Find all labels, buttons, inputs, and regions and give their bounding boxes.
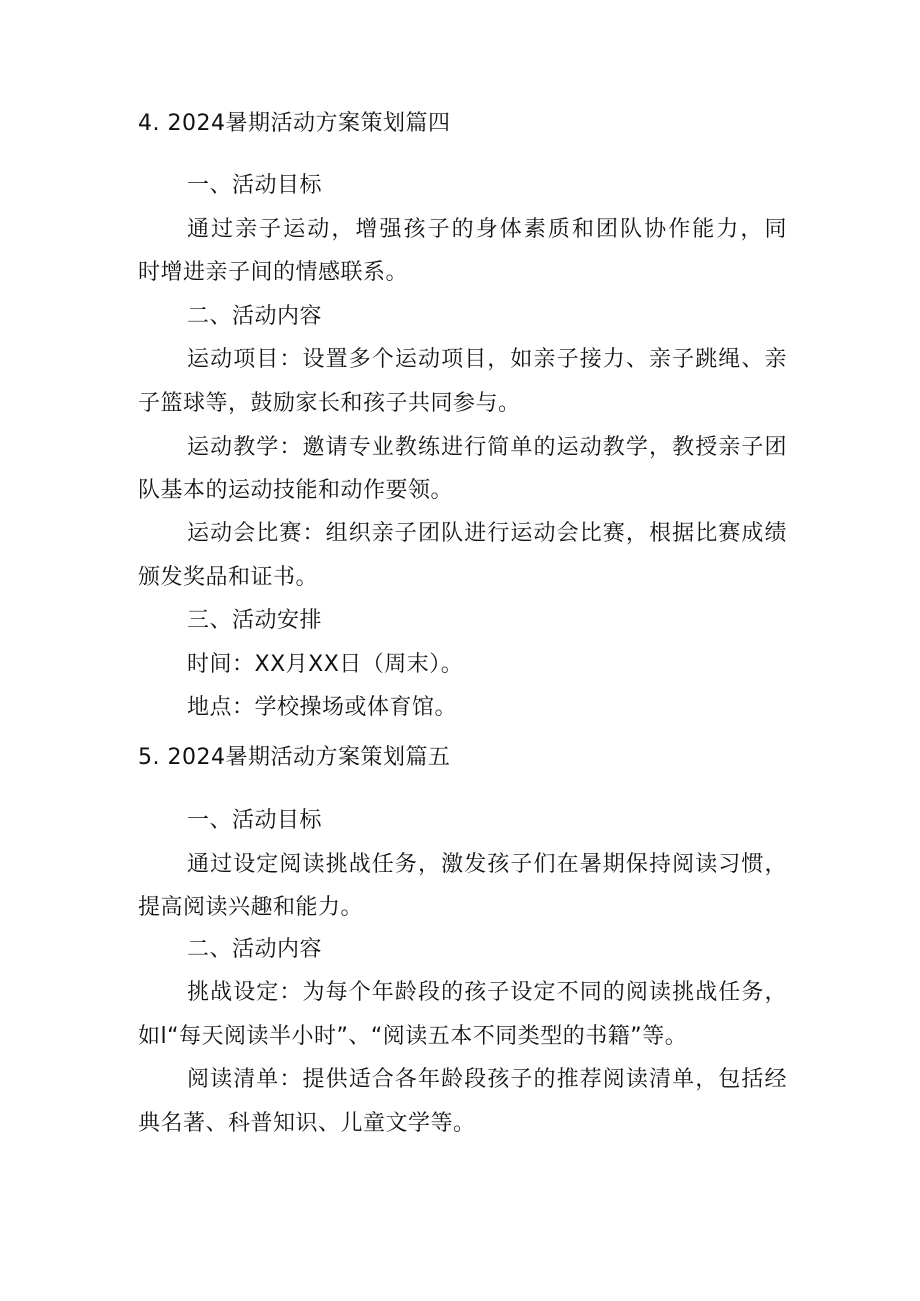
paragraph-line: 运动项目：设置多个运动项目，如亲子接力、亲子跳绳、亲: [187, 347, 787, 372]
paragraph-line: 挑战设定：为每个年龄段的孩子设定不同的阅读挑战任务，: [187, 980, 787, 1005]
paragraph-line: 时增进亲子间的情感联系。: [138, 260, 409, 285]
schedule-time: 时间：XX月XX日（周末）。: [187, 652, 464, 677]
subheading-schedule: 三、活动安排: [187, 608, 323, 633]
schedule-place: 地点：学校操场或体育馆。: [187, 695, 458, 720]
paragraph-line: 运动教学：邀请专业教练进行简单的运动教学，教授亲子团: [187, 435, 787, 460]
paragraph-line: 如l“每天阅读半小时”、“阅读五本不同类型的书籍”等。: [138, 1024, 688, 1049]
subheading-goal: 一、活动目标: [187, 808, 323, 833]
paragraph-line: 典名著、科普知识、儿童文学等。: [138, 1111, 476, 1136]
paragraph-line: 阅读清单：提供适合各年龄段孩子的推荐阅读清单，包括经: [187, 1067, 787, 1092]
subheading-content: 二、活动内容: [187, 937, 323, 962]
paragraph-line: 队基本的运动技能和动作要领。: [138, 478, 454, 503]
paragraph-line: 颁发奖品和证书。: [138, 565, 319, 590]
section-heading: 5. 2024暑期活动方案策划篇五: [138, 745, 451, 770]
paragraph-line: 子篮球等，鼓励家长和孩子共同参与。: [138, 391, 521, 416]
paragraph-line: 提高阅读兴趣和能力。: [138, 895, 364, 920]
section-heading: 4. 2024暑期活动方案策划篇四: [138, 111, 451, 136]
subheading-goal: 一、活动目标: [187, 173, 323, 198]
paragraph-line: 通过亲子运动，增强孩子的身体素质和团队协作能力，同: [187, 217, 787, 242]
paragraph-line: 通过设定阅读挑战任务，激发孩子们在暑期保持阅读习惯，: [187, 852, 787, 877]
subheading-content: 二、活动内容: [187, 304, 323, 329]
paragraph-line: 运动会比赛：组织亲子团队进行运动会比赛，根据比赛成绩: [187, 521, 787, 546]
